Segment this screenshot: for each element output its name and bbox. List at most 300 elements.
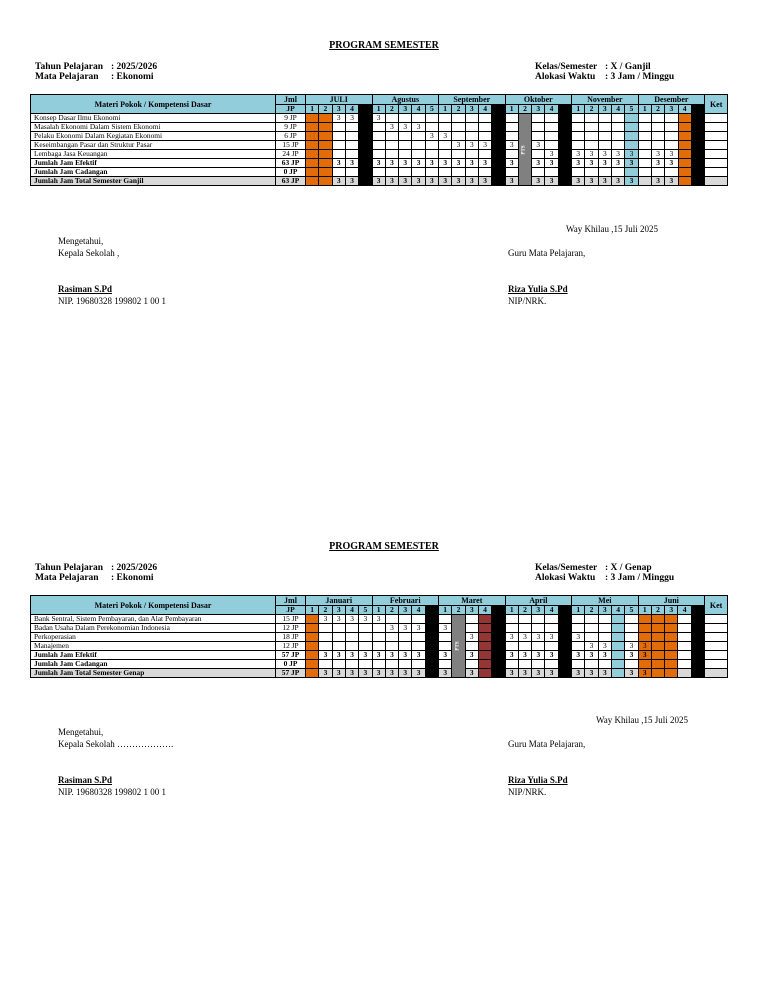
table-row (31, 615, 728, 624)
week-cell (492, 633, 505, 642)
info-label: Tahun Pelajaran (35, 62, 104, 72)
week-cell: 3 (625, 651, 638, 660)
week-cell: 3 (385, 177, 398, 186)
week-header: 5 (425, 105, 438, 114)
week-cell: 3 (478, 141, 491, 150)
week-cell (611, 642, 624, 651)
week-header: 2 (651, 606, 664, 615)
jp-cell: 24 JP (276, 150, 306, 159)
week-cell: 3 (345, 651, 358, 660)
week-cell (532, 168, 545, 177)
week-cell: 3 (545, 150, 558, 159)
week-cell: 3 (611, 159, 624, 168)
month-header: November (572, 95, 639, 105)
ket-cell (705, 141, 728, 150)
week-cell: 3 (572, 159, 585, 168)
week-header: 4 (611, 606, 624, 615)
week-cell (625, 660, 638, 669)
week-cell: 3 (372, 615, 385, 624)
materi-cell: Jumlah Jam Cadangan (31, 660, 276, 669)
week-cell (665, 132, 678, 141)
week-cell (412, 642, 425, 651)
week-cell (306, 114, 319, 123)
week-header: 4 (345, 105, 358, 114)
materi-cell: Pelaku Ekonomi Dalam Kegiatan Ekonomi (31, 132, 276, 141)
week-cell: 3 (319, 669, 332, 678)
week-cell (345, 624, 358, 633)
week-cell: 3 (545, 159, 558, 168)
week-cell (465, 168, 478, 177)
week-cell (306, 123, 319, 132)
week-cell: 3 (505, 651, 518, 660)
week-cell (439, 114, 452, 123)
week-cell (332, 624, 345, 633)
week-cell (306, 669, 319, 678)
mengetahui-label: Mengetahui, (58, 727, 104, 737)
week-cell (651, 123, 664, 132)
week-cell (518, 660, 531, 669)
week-cell (532, 642, 545, 651)
week-cell: 3 (598, 651, 611, 660)
week-cell: 3 (505, 669, 518, 678)
week-cell (651, 615, 664, 624)
week-header: 4 (478, 105, 491, 114)
week-cell (345, 132, 358, 141)
info-value: : Ekonomi (111, 72, 154, 82)
week-cell (412, 141, 425, 150)
jp-cell: 12 JP (276, 624, 306, 633)
kepsek-title: Kepala Sekolah ………………. (58, 739, 174, 749)
week-cell (678, 615, 691, 624)
guru-name: Riza Yulia S.Pd (508, 775, 568, 785)
week-cell: 3 (385, 669, 398, 678)
week-cell: 3 (638, 651, 651, 660)
week-cell: 3 (572, 150, 585, 159)
jp-cell: 9 JP (276, 123, 306, 132)
materi-cell: Jumlah Jam Efektif (31, 651, 276, 660)
month-header: Februari (372, 596, 439, 606)
week-cell (665, 669, 678, 678)
week-header: 1 (638, 105, 651, 114)
jp-cell: 0 JP (276, 660, 306, 669)
week-cell (359, 141, 372, 150)
guru-nip: NIP/NRK. (508, 787, 547, 797)
week-cell (399, 633, 412, 642)
table-row (31, 642, 728, 651)
week-header: 3 (332, 105, 345, 114)
week-cell (625, 615, 638, 624)
week-cell (465, 123, 478, 132)
week-cell (492, 141, 505, 150)
guru-title: Guru Mata Pelajaran, (508, 248, 586, 258)
week-cell (611, 141, 624, 150)
week-cell (505, 168, 518, 177)
week-cell (372, 624, 385, 633)
week-cell (691, 114, 704, 123)
week-cell: 3 (572, 651, 585, 660)
week-header: 2 (452, 105, 465, 114)
week-header: 2 (518, 105, 531, 114)
week-cell (585, 114, 598, 123)
week-header: 2 (651, 105, 664, 114)
week-cell (319, 114, 332, 123)
week-header: 5 (625, 105, 638, 114)
week-cell (425, 642, 438, 651)
table-row (31, 150, 728, 159)
week-cell (625, 114, 638, 123)
week-header: 1 (505, 606, 518, 615)
week-cell (505, 642, 518, 651)
week-cell: 3 (452, 141, 465, 150)
week-cell (399, 141, 412, 150)
week-cell (505, 132, 518, 141)
week-cell: 3 (399, 624, 412, 633)
week-cell (478, 633, 491, 642)
week-cell (306, 642, 319, 651)
week-header: 3 (332, 606, 345, 615)
week-cell (545, 615, 558, 624)
week-cell: 3 (478, 177, 491, 186)
week-cell (558, 132, 571, 141)
week-cell: 3 (359, 669, 372, 678)
week-cell (439, 141, 452, 150)
week-cell (665, 141, 678, 150)
week-cell (572, 660, 585, 669)
week-cell (319, 624, 332, 633)
week-header: 1 (572, 105, 585, 114)
week-cell: 3 (439, 177, 452, 186)
week-cell (572, 114, 585, 123)
week-cell (691, 123, 704, 132)
week-header: 1 (439, 105, 452, 114)
info-label: Alokasi Waktu (535, 72, 596, 82)
week-header: 3 (399, 105, 412, 114)
week-cell (638, 114, 651, 123)
week-cell (332, 123, 345, 132)
week-cell (505, 114, 518, 123)
week-cell (611, 132, 624, 141)
week-cell (638, 168, 651, 177)
week-cell (359, 642, 372, 651)
ket-cell (705, 615, 728, 624)
page1-info-right (535, 62, 674, 82)
week-cell (598, 141, 611, 150)
week-cell (465, 624, 478, 633)
week-cell (425, 168, 438, 177)
week-cell: 3 (359, 651, 372, 660)
week-header: 5 (359, 606, 372, 615)
week-header: 3 (532, 105, 545, 114)
week-header: 1 (439, 606, 452, 615)
week-cell (611, 633, 624, 642)
week-cell: 3 (665, 150, 678, 159)
materi-cell: Masalah Ekonomi Dalam Sistem Ekonomi (31, 123, 276, 132)
ket-cell (705, 642, 728, 651)
week-cell (625, 633, 638, 642)
week-cell (425, 615, 438, 624)
week-cell (691, 168, 704, 177)
week-cell: 3 (625, 669, 638, 678)
week-cell (399, 114, 412, 123)
week-cell (452, 114, 465, 123)
week-cell (532, 660, 545, 669)
week-header: 4 (345, 606, 358, 615)
info-label: Kelas/Semester (535, 563, 598, 573)
week-cell (319, 132, 332, 141)
ket-cell (705, 123, 728, 132)
week-cell (359, 150, 372, 159)
week-cell: 3 (345, 177, 358, 186)
week-cell (345, 150, 358, 159)
week-cell: 3 (332, 651, 345, 660)
week-header (558, 105, 571, 114)
week-cell: 3 (465, 669, 478, 678)
week-cell (425, 660, 438, 669)
week-cell (399, 168, 412, 177)
week-cell (678, 123, 691, 132)
week-cell (492, 123, 505, 132)
guru-title: Guru Mata Pelajaran, (508, 739, 586, 749)
week-cell: 3 (545, 669, 558, 678)
week-cell (638, 141, 651, 150)
week-cell (691, 159, 704, 168)
week-cell (399, 132, 412, 141)
week-cell: 3 (345, 114, 358, 123)
week-header (492, 606, 505, 615)
week-cell (585, 132, 598, 141)
week-cell: 3 (625, 150, 638, 159)
week-cell (319, 123, 332, 132)
week-cell (492, 132, 505, 141)
pts-marker (518, 114, 531, 186)
week-cell (651, 669, 664, 678)
ket-cell (705, 114, 728, 123)
week-cell (572, 642, 585, 651)
week-cell: 3 (505, 177, 518, 186)
week-cell (372, 150, 385, 159)
week-cell (452, 123, 465, 132)
week-cell (332, 141, 345, 150)
week-cell (439, 633, 452, 642)
ket-cell (705, 168, 728, 177)
info-label: Mata Pelajaran (35, 72, 99, 82)
table-row (31, 660, 728, 669)
week-cell (385, 114, 398, 123)
week-cell (651, 651, 664, 660)
week-cell (651, 114, 664, 123)
week-cell (345, 168, 358, 177)
week-cell: 3 (545, 633, 558, 642)
week-cell (558, 114, 571, 123)
week-cell: 3 (372, 159, 385, 168)
week-cell (558, 615, 571, 624)
week-cell (306, 633, 319, 642)
jp-cell: 18 JP (276, 633, 306, 642)
week-cell (678, 669, 691, 678)
week-cell: 3 (625, 159, 638, 168)
week-cell (439, 615, 452, 624)
week-cell (665, 123, 678, 132)
week-cell: 3 (425, 159, 438, 168)
week-cell: 3 (505, 141, 518, 150)
week-cell (492, 642, 505, 651)
week-cell: 3 (585, 669, 598, 678)
week-header: 2 (319, 105, 332, 114)
table-row (31, 633, 728, 642)
week-cell: 3 (319, 615, 332, 624)
week-cell (678, 150, 691, 159)
ket-cell (705, 633, 728, 642)
week-cell (678, 159, 691, 168)
week-cell: 3 (412, 177, 425, 186)
week-cell (478, 642, 491, 651)
week-cell (439, 168, 452, 177)
week-cell (638, 660, 651, 669)
week-cell: 3 (572, 177, 585, 186)
week-header: 5 (625, 606, 638, 615)
week-cell (399, 660, 412, 669)
week-cell: 3 (412, 669, 425, 678)
week-header: 4 (678, 105, 691, 114)
week-cell: 3 (651, 159, 664, 168)
week-cell (572, 168, 585, 177)
week-header: 2 (585, 105, 598, 114)
week-cell (585, 633, 598, 642)
info-label: Mata Pelajaran (35, 573, 99, 583)
page1-info-left (35, 62, 157, 82)
page2-info-right (535, 563, 674, 583)
week-cell (359, 168, 372, 177)
week-cell (425, 141, 438, 150)
week-cell (638, 615, 651, 624)
week-cell: 3 (545, 177, 558, 186)
week-cell (665, 624, 678, 633)
materi-cell: Jumlah Jam Efektif (31, 159, 276, 168)
jp-cell: 15 JP (276, 615, 306, 624)
week-cell: 3 (412, 624, 425, 633)
week-header: 4 (545, 606, 558, 615)
week-cell: 3 (545, 651, 558, 660)
week-header: 4 (611, 105, 624, 114)
week-cell (691, 141, 704, 150)
week-cell: 3 (399, 123, 412, 132)
ket-cell (705, 159, 728, 168)
week-header: 4 (545, 105, 558, 114)
week-cell (572, 141, 585, 150)
week-cell (478, 669, 491, 678)
week-cell (545, 642, 558, 651)
week-cell (425, 624, 438, 633)
week-header: 1 (306, 606, 319, 615)
week-cell (332, 168, 345, 177)
week-cell (611, 624, 624, 633)
week-cell (678, 177, 691, 186)
week-cell (319, 168, 332, 177)
week-cell (478, 132, 491, 141)
table-row (31, 141, 728, 150)
materi-cell: Bank Sentral, Sistem Pembayaran, dan Alat Pembayaran (31, 615, 276, 624)
week-cell: 3 (572, 633, 585, 642)
week-cell: 3 (611, 177, 624, 186)
week-cell (492, 651, 505, 660)
table-row (31, 123, 728, 132)
week-cell (319, 660, 332, 669)
week-cell (478, 651, 491, 660)
week-cell (558, 642, 571, 651)
week-cell (319, 150, 332, 159)
materi-cell: Keseimbangan Pasar dan Struktur Pasar (31, 141, 276, 150)
week-cell (678, 114, 691, 123)
week-header (558, 606, 571, 615)
week-cell: 3 (359, 615, 372, 624)
ket-cell (705, 132, 728, 141)
week-cell (598, 123, 611, 132)
week-cell (532, 615, 545, 624)
table-row (31, 669, 728, 678)
materi-cell: Konsep Dasar Ilmu Ekonomi (31, 114, 276, 123)
week-cell (306, 132, 319, 141)
week-cell: 3 (465, 141, 478, 150)
table-row (31, 159, 728, 168)
week-cell (638, 177, 651, 186)
week-cell: 3 (345, 669, 358, 678)
week-cell: 3 (399, 177, 412, 186)
jp-cell: 6 JP (276, 132, 306, 141)
week-cell (665, 651, 678, 660)
week-cell (678, 633, 691, 642)
week-cell: 3 (439, 669, 452, 678)
week-cell (412, 150, 425, 159)
week-cell: 3 (585, 177, 598, 186)
week-cell (638, 150, 651, 159)
kepsek-nip: NIP. 19680328 199802 1 00 1 (58, 296, 167, 306)
week-cell (439, 123, 452, 132)
week-cell: 3 (345, 615, 358, 624)
week-cell: 3 (478, 159, 491, 168)
week-cell: 3 (385, 123, 398, 132)
info-value: : X / Ganjil (605, 62, 651, 72)
week-header: 3 (598, 606, 611, 615)
week-header: 3 (532, 606, 545, 615)
week-cell (478, 615, 491, 624)
kepsek-name: Rasiman S.Pd (58, 775, 113, 785)
week-cell (319, 159, 332, 168)
header-jp: JP (276, 105, 306, 114)
week-header (691, 105, 704, 114)
week-cell (691, 132, 704, 141)
week-cell (306, 624, 319, 633)
week-cell (385, 141, 398, 150)
info-value: : 3 Jam / Minggu (605, 573, 675, 583)
week-cell (625, 141, 638, 150)
jp-cell: 57 JP (276, 669, 306, 678)
week-cell (492, 669, 505, 678)
week-header: 2 (385, 606, 398, 615)
ket-cell (705, 150, 728, 159)
month-header: Mei (572, 596, 639, 606)
week-header: 4 (412, 105, 425, 114)
week-cell: 3 (399, 669, 412, 678)
week-cell (558, 141, 571, 150)
week-cell: 3 (505, 633, 518, 642)
info-value: : X / Genap (605, 563, 652, 573)
week-cell: 3 (585, 159, 598, 168)
week-cell: 3 (412, 651, 425, 660)
week-cell: 3 (532, 159, 545, 168)
week-cell (359, 660, 372, 669)
week-cell (625, 168, 638, 177)
ket-cell (705, 624, 728, 633)
